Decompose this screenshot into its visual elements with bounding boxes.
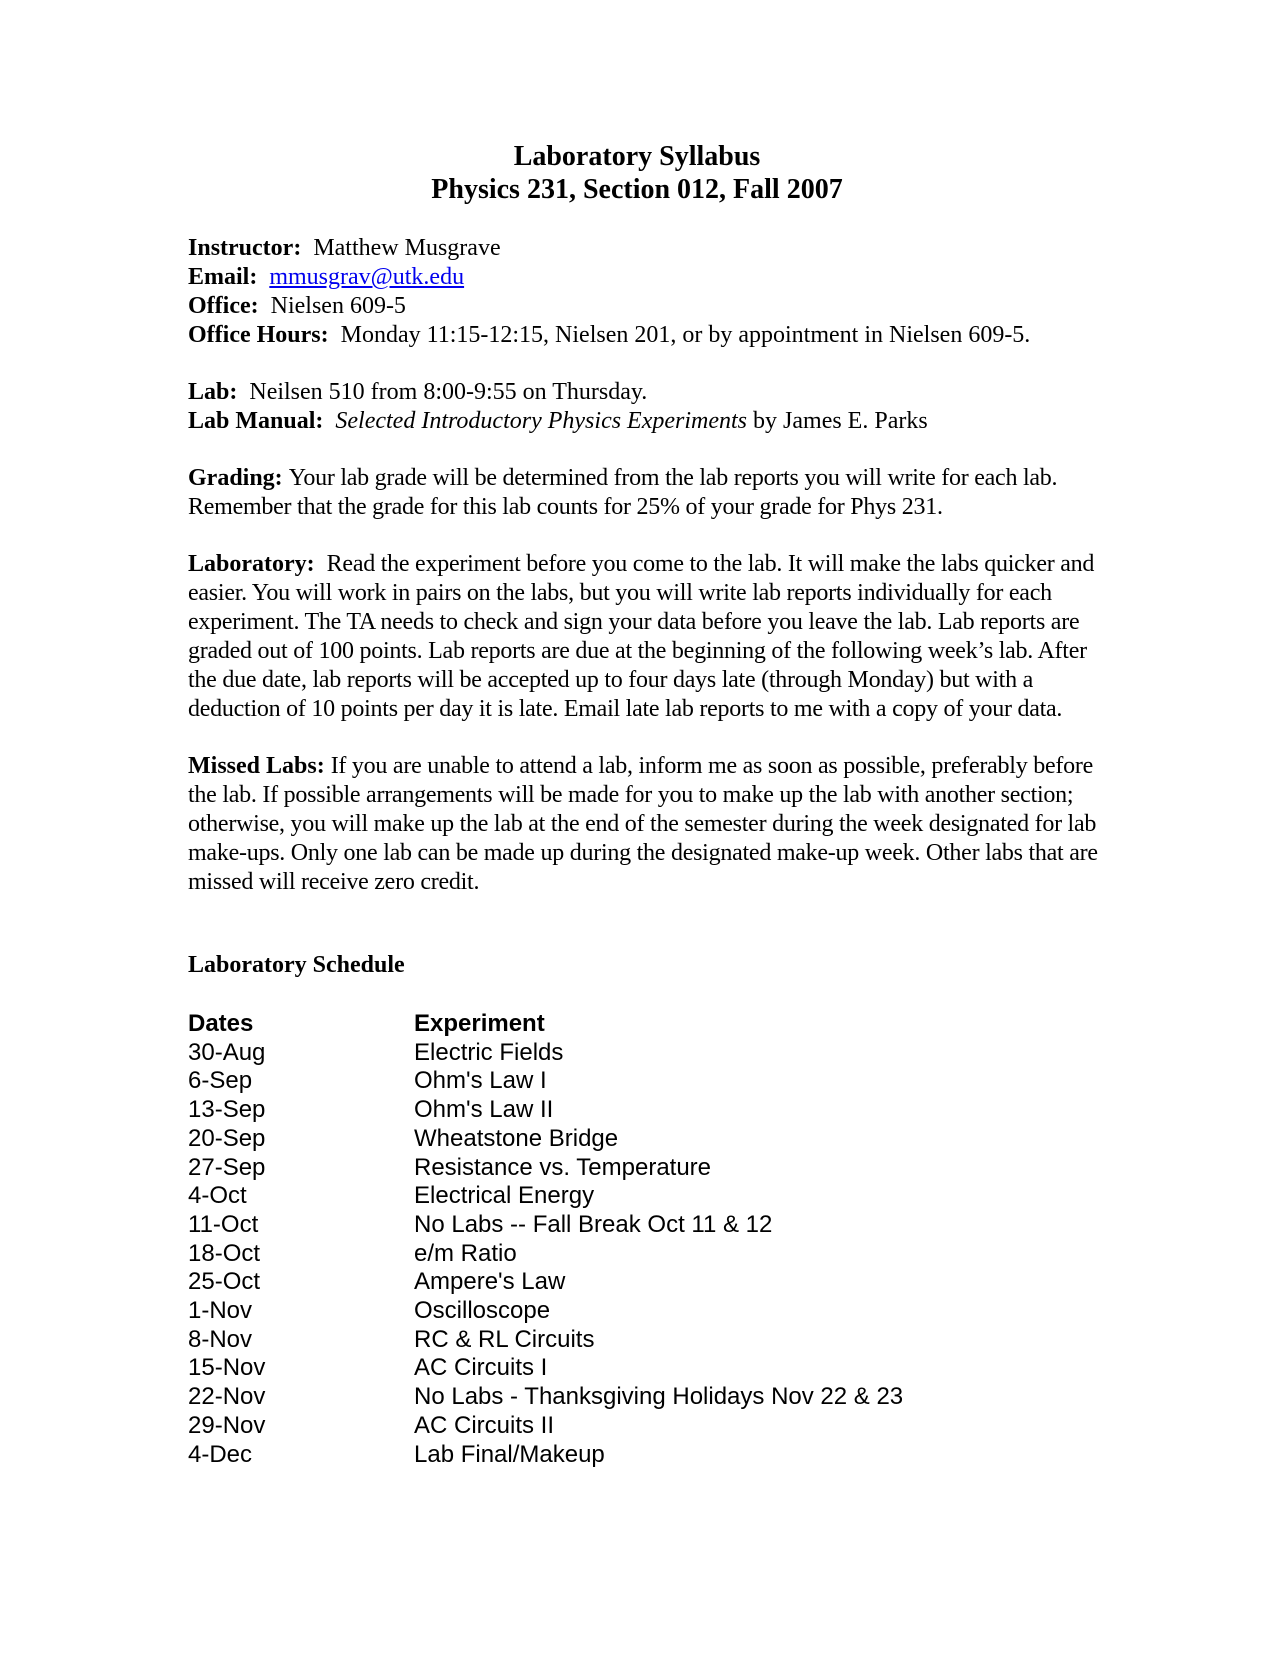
schedule-date: 22-Nov: [188, 1383, 266, 1411]
experiment-column-header: Experiment: [414, 1010, 545, 1037]
schedule-date: 6-Sep: [188, 1067, 253, 1095]
table-row: [188, 1383, 1098, 1412]
title-line-2: Physics 231, Section 012, Fall 2007: [431, 174, 843, 205]
schedule-experiment: Ampere's Law: [414, 1268, 566, 1296]
lab-manual-line: [188, 407, 1098, 436]
table-row: [188, 1154, 1098, 1183]
schedule-date: 1-Nov: [188, 1297, 253, 1325]
email-link[interactable]: mmusgrav@utk.edu: [269, 264, 465, 290]
lab-manual-author: by James E. Parks: [753, 408, 928, 434]
table-row: [188, 1240, 1098, 1269]
schedule-experiment: Ohm's Law I: [414, 1067, 547, 1095]
schedule-experiment: Electric Fields: [414, 1038, 564, 1066]
schedule-date: 29-Nov: [188, 1411, 266, 1439]
schedule-date: 27-Sep: [188, 1153, 266, 1181]
email-label: Email:: [188, 264, 258, 290]
schedule-date: 4-Oct: [188, 1182, 247, 1210]
lab-line: [188, 378, 1098, 407]
missed-labs-text: If you are unable to attend a lab, inform me as soon as possible, preferably before the lab. If possible arrangements will be made for you to make up the lab with another section; otherwise, you will make up the lab at the end of the semester during the week designated for lab make-ups. Only one lab can be made up during the designated make-up week. Other labs that are missed will receive zero credit.: [188, 753, 1098, 895]
schedule-experiment: No Labs -- Fall Break Oct 11 & 12: [414, 1210, 773, 1238]
schedule-experiment: Wheatstone Bridge: [414, 1124, 619, 1152]
table-row: [188, 1354, 1098, 1383]
schedule-date: 15-Nov: [188, 1354, 266, 1382]
table-row: [188, 1268, 1098, 1297]
dates-column-header: Dates: [188, 1010, 254, 1037]
missed-labs-paragraph: [188, 752, 1098, 897]
contact-info: [188, 234, 1098, 350]
table-row: [188, 1297, 1098, 1326]
schedule-date: 11-Oct: [188, 1210, 259, 1238]
lab-manual-label: Lab Manual:: [188, 408, 324, 434]
schedule-experiment: RC & RL Circuits: [414, 1325, 595, 1353]
table-row: [188, 1211, 1098, 1240]
schedule-experiment: Electrical Energy: [414, 1182, 595, 1210]
table-row: [188, 1125, 1098, 1154]
missed-labs-label: Missed Labs:: [188, 753, 325, 779]
table-row: [188, 1039, 1098, 1068]
office-line: [188, 292, 1098, 321]
syllabus-page: [188, 140, 1098, 1469]
schedule-header-row: [188, 1010, 1098, 1039]
schedule-experiment: Oscilloscope: [414, 1297, 551, 1325]
table-row: [188, 1412, 1098, 1441]
schedule-experiment: No Labs - Thanksgiving Holidays Nov 22 & 23: [414, 1383, 904, 1411]
instructor-label: Instructor:: [188, 235, 302, 261]
office-hours-line: [188, 321, 1098, 350]
schedule-date: 30-Aug: [188, 1038, 266, 1066]
schedule-title: Laboratory Schedule: [188, 952, 405, 978]
instructor-value: Matthew Musgrave: [313, 235, 501, 261]
laboratory-paragraph: [188, 550, 1098, 724]
lab-label: Lab:: [188, 379, 238, 405]
email-line: [188, 263, 1098, 292]
schedule-experiment: e/m Ratio: [414, 1239, 517, 1267]
schedule-date: 13-Sep: [188, 1096, 266, 1124]
table-row: [188, 1441, 1098, 1470]
lab-value: Neilsen 510 from 8:00-9:55 on Thursday.: [249, 379, 648, 405]
table-row: [188, 1182, 1098, 1211]
laboratory-text: Read the experiment before you come to the lab. It will make the labs quicker and easier. You will work in pairs on the labs, but you will write lab reports individually for each experiment. The TA needs to check and sign your data before you leave the lab. Lab reports are graded out of 100 points. Lab reports are due at the beginning of the following week’s lab. After the due date, lab reports will be accepted up to four days late (through Monday) but with a deduction of 10 points per day it is late. Email late lab reports to me with a copy of your data.: [188, 551, 1095, 722]
schedule-date: 25-Oct: [188, 1268, 261, 1296]
office-label: Office:: [188, 293, 259, 319]
laboratory-label: Laboratory:: [188, 551, 315, 577]
office-hours-label: Office Hours:: [188, 322, 329, 348]
office-value: Nielsen 609-5: [270, 293, 406, 319]
table-row: [188, 1067, 1098, 1096]
schedule-date: 18-Oct: [188, 1239, 261, 1267]
office-hours-value: Monday 11:15-12:15, Nielsen 201, or by appointment in Nielsen 609-5.: [340, 322, 1031, 348]
lab-info: [188, 378, 1098, 436]
schedule-experiment: AC Circuits I: [414, 1354, 548, 1382]
schedule-experiment: Lab Final/Makeup: [414, 1440, 605, 1468]
grading-text: Your lab grade will be determined from the lab reports you will write for each lab. Remember that the grade for this lab counts for 25% of your grade for Phys 231.: [188, 465, 1058, 520]
schedule-date: 4-Dec: [188, 1440, 253, 1468]
table-row: [188, 1096, 1098, 1125]
schedule-experiment: AC Circuits II: [414, 1411, 555, 1439]
schedule-experiment: Resistance vs. Temperature: [414, 1153, 712, 1181]
grading-label: Grading:: [188, 465, 283, 491]
schedule-date: 8-Nov: [188, 1325, 253, 1353]
lab-manual-title: Selected Introductory Physics Experiments: [335, 408, 748, 434]
title-line-1: Laboratory Syllabus: [513, 141, 761, 172]
instructor-line: [188, 234, 1098, 263]
schedule-date: 20-Sep: [188, 1124, 266, 1152]
schedule-table: [188, 1010, 1098, 1469]
document-title: [176, 140, 1098, 206]
grading-paragraph: [188, 464, 1098, 522]
table-row: [188, 1326, 1098, 1355]
schedule-experiment: Ohm's Law II: [414, 1096, 554, 1124]
